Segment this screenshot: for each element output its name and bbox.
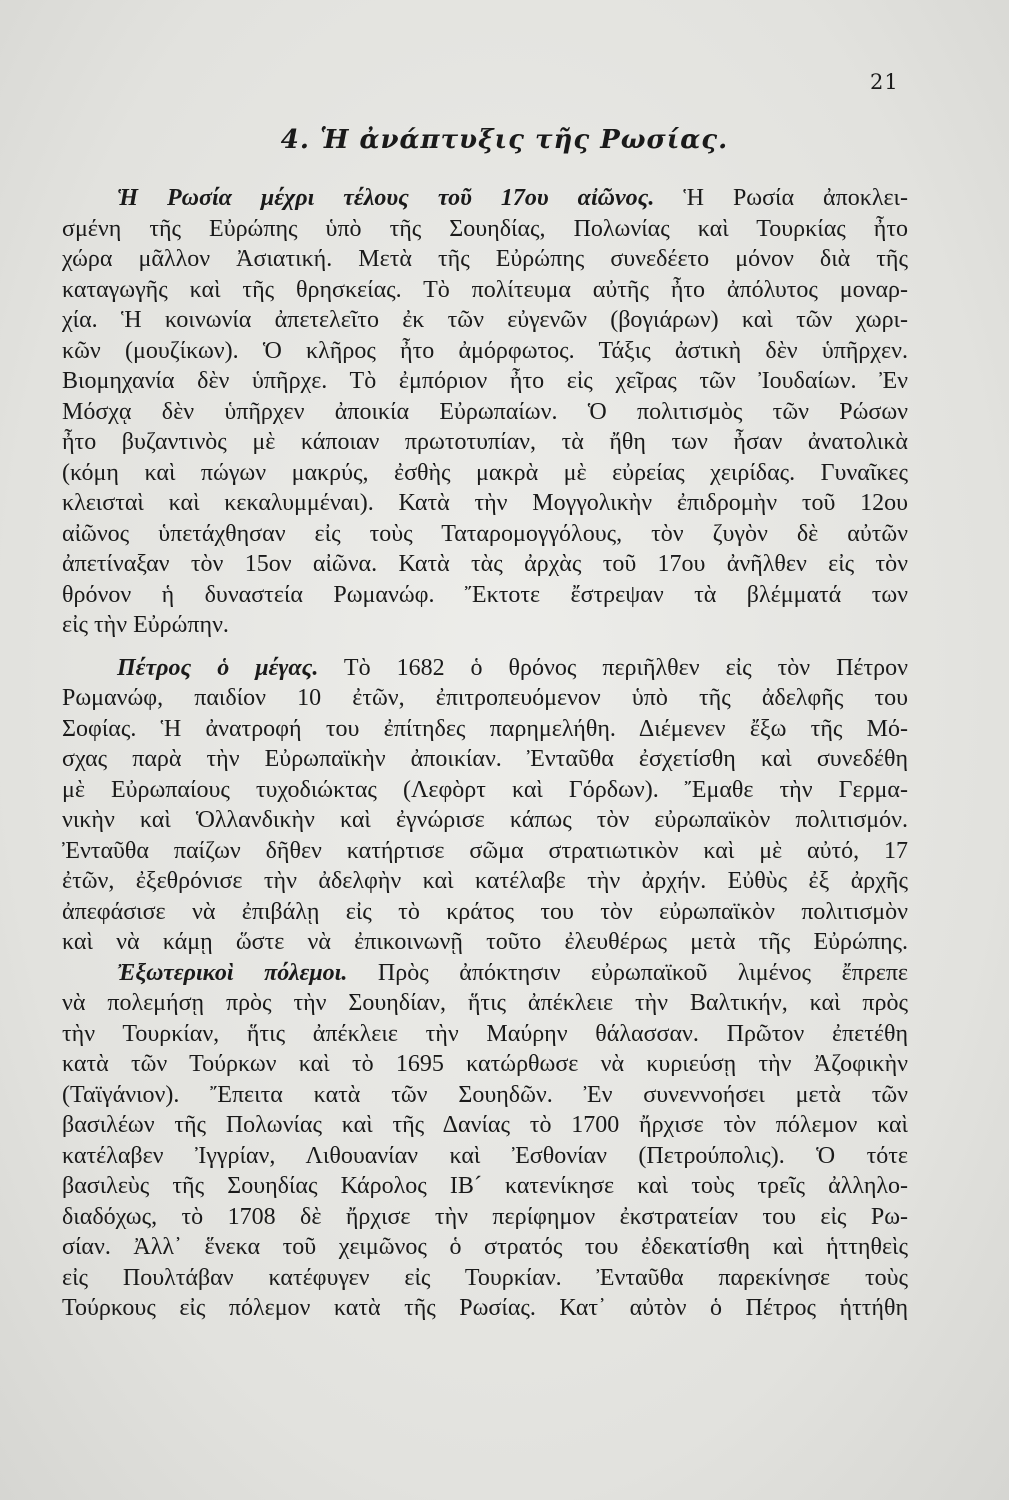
text-line: εἰς Πουλτάβαν κατέφυγεν εἰς Τουρκίαν. Ἐνταῦθα παρεκίνησε τοὺς — [62, 1264, 908, 1291]
text-line: σχας παρὰ τὴν Εὐρωπαϊκὴν ἀποικίαν. Ἐνταῦθα ἐσχετίσθη καὶ συνεδέθη — [62, 746, 908, 772]
text-line: Σοφίας. Ἡ ἀνατροφή του ἐπίτηδες παρημελήθη. Διέμενεν ἔξω τῆς Μό- — [62, 715, 908, 742]
paragraph-gap — [62, 641, 908, 653]
text-line: ἀπετίναξαν τὸν 15ον αἰῶνα. Κατὰ τὰς ἀρχὰς τοῦ 17ου ἀνῆλθεν εἰς τὸν — [62, 551, 908, 577]
text-line: ἦτο βυζαντινὸς μὲ κάποιαν πρωτοτυπίαν, τὰ ἤθη των ἦσαν ἀνατολικὰ — [62, 429, 908, 455]
text-line: κατέλαβεν Ἰγγρίαν, Λιθουανίαν καὶ Ἐσθονίαν (Πετρούπολις). Ὁ τότε — [62, 1142, 908, 1169]
text-line: εἰς τὴν Εὐρώπην. — [62, 612, 229, 638]
text-line: χία. Ἡ κοινωνία ἀπετελεῖτο ἐκ τῶν εὐγενῶν (βογιάρων) καὶ τῶν χωρι- — [62, 307, 908, 333]
text-line: Πρὸς ἀπόκτησιν εὐρωπαϊκοῦ λιμένος ἔπρεπε — [347, 959, 908, 986]
text-line: Ἡ Ρωσία ἀποκλει- — [654, 185, 908, 211]
text-line: Τὸ 1682 ὁ θρόνος περιῆλθεν εἰς τὸν Πέτρον — [318, 654, 908, 681]
text-line: χώρα μᾶλλον Ἀσιατική. Μετὰ τῆς Εὐρώπης συνεδέετο μόνον διὰ τῆς — [62, 246, 908, 272]
text-line: καὶ νὰ κάμῃ ὥστε νὰ ἐπικοινωνῇ τοῦτο ἐλευθέρως μετὰ τῆς Εὐρώπης. — [62, 929, 908, 955]
text-line: αἰῶνος ὑπετάχθησαν εἰς τοὺς Ταταρομογγόλους, τὸν ζυγὸν δὲ αὐτῶν — [62, 520, 908, 547]
text-line: βασιλεὺς τῆς Σουηδίας Κάρολος ΙΒ´ κατενίκησε καὶ τοὺς τρεῖς ἀλληλο- — [62, 1173, 908, 1199]
body-text — [62, 183, 908, 1324]
paragraph-first-line — [62, 958, 908, 989]
text-line: σμένη τῆς Εὐρώπης ὑπὸ τῆς Σουηδίας, Πολωνίας καὶ Τουρκίας ἦτο — [62, 215, 908, 242]
text-line: κλεισταὶ καὶ κεκαλυμμέναι). Κατὰ τὴν Μογγολικὴν ἐπιδρομὴν τοῦ 12ου — [62, 490, 908, 516]
text-line: κῶν (μουζίκων). Ὁ κλῆρος ἦτο ἀμόρφωτος. Τάξις ἀστικὴ δὲν ὑπῆρχεν. — [62, 337, 908, 364]
text-line: νικὴν καὶ Ὁλλανδικὴν καὶ ἐγνώρισε κάπως τὸν εὐρωπαϊκὸν πολιτισμόν. — [62, 807, 908, 833]
text-line: Μόσχᾳ δὲν ὑπῆρχεν ἀποικία Εὐρωπαίων. Ὁ πολιτισμὸς τῶν Ρώσων — [62, 398, 908, 425]
page-number: 21 — [870, 70, 899, 94]
paragraph-first-line — [62, 653, 908, 684]
chapter-title: 4. Ἡ ἀνάπτυξις τῆς Ρωσίας. — [280, 125, 729, 155]
text-line: Ρωμανώφ, παιδίον 10 ἐτῶν, ἐπιτροπευόμενον ὑπὸ τῆς ἀδελφῆς του — [62, 685, 908, 711]
section-heading: Ἡ Ρωσία μέχρι τέλους τοῦ 17ου αἰῶνος. — [117, 185, 655, 211]
text-line: μὲ Εὐρωπαίους τυχοδιώκτας (Λεφὸρτ καὶ Γόρδων). Ἔμαθε τὴν Γερμα- — [62, 776, 908, 803]
section-heading: Πέτρος ὁ μέγας. — [117, 654, 319, 681]
text-line: Βιομηχανία δὲν ὑπῆρχε. Τὸ ἐμπόριον ἦτο εἰς χεῖρας τῶν Ἰουδαίων. Ἐν — [62, 368, 908, 394]
text-line: τὴν Τουρκίαν, ἥτις ἀπέκλειε τὴν Μαύρην θάλασσαν. Πρῶτον ἐπετέθη — [62, 1020, 908, 1047]
text-line: κατὰ τῶν Τούρκων καὶ τὸ 1695 κατώρθωσε νὰ κυριεύσῃ τὴν Ἀζοφικὴν — [62, 1051, 908, 1077]
text-line: (κόμη καὶ πώγων μακρύς, ἐσθὴς μακρὰ μὲ εὐρείας χειρίδας. Γυναῖκες — [62, 459, 908, 486]
text-line: νὰ πολεμήσῃ πρὸς τὴν Σουηδίαν, ἥτις ἀπέκλειε τὴν Βαλτικήν, καὶ πρὸς — [62, 990, 908, 1016]
section-heading: Ἐξωτερικοὶ πόλεμοι. — [117, 959, 348, 986]
text-line: διαδόχως, τὸ 1708 δὲ ἤρχισε τὴν περίφημον ἐκστρατείαν του εἰς Ρω- — [62, 1203, 908, 1230]
text-line: θρόνον ἡ δυναστεία Ρωμανώφ. Ἔκτοτε ἔστρεψαν τὰ βλέμματά των — [62, 581, 908, 608]
text-line: βασιλέων τῆς Πολωνίας καὶ τῆς Δανίας τὸ 1700 ἤρχισε τὸν πόλεμον καὶ — [62, 1112, 908, 1138]
text-line: ἐτῶν, ἐξεθρόνισε τὴν ἀδελφὴν καὶ κατέλαβε τὴν ἀρχήν. Εὐθὺς ἐξ ἀρχῆς — [62, 868, 908, 894]
text-line: (Ταϊγάνιον). Ἔπειτα κατὰ τῶν Σουηδῶν. Ἐν συνεννοήσει μετὰ τῶν — [62, 1081, 908, 1108]
paragraph-first-line — [62, 183, 908, 214]
text-line: σίαν. Ἀλλ᾽ ἕνεκα τοῦ χειμῶνος ὁ στρατός του ἐδεκατίσθη καὶ ἡττηθεὶς — [62, 1234, 908, 1260]
text-line: ἀπεφάσισε νὰ ἐπιβάλῃ εἰς τὸ κράτος του τὸν εὐρωπαϊκὸν πολιτισμὸν — [62, 898, 908, 925]
text-line: Ἐνταῦθα παίζων δῆθεν κατήρτισε σῶμα στρατιωτικὸν καὶ μὲ αὐτό, 17 — [62, 837, 908, 864]
text-line: Τούρκους εἰς πόλεμον κατὰ τῆς Ρωσίας. Κατ᾽ αὐτὸν ὁ Πέτρος ἡττήθη — [62, 1295, 908, 1321]
text-line: καταγωγῆς καὶ τῆς θρησκείας. Τὸ πολίτευμα αὐτῆς ἦτο ἀπόλυτος μοναρ- — [62, 276, 908, 303]
